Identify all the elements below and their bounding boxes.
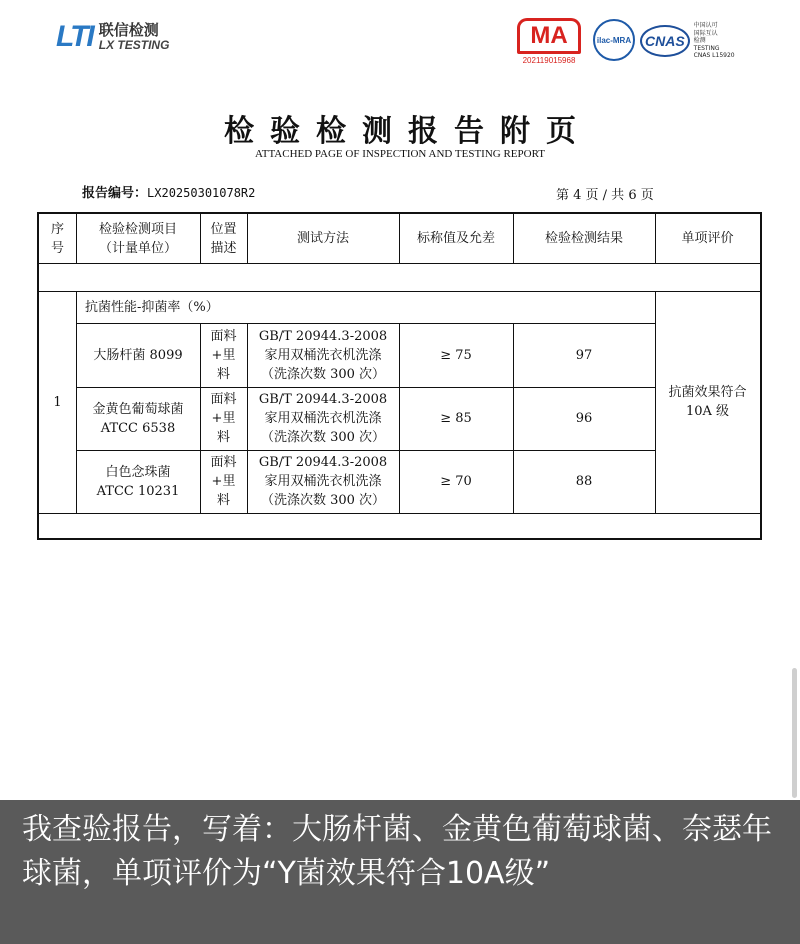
- page-info: 第 4 页 / 共 6 页: [556, 188, 654, 203]
- report-number: [82, 182, 255, 201]
- header-evaluation: 单项评价: [681, 231, 734, 246]
- row-position: 面料+里料: [210, 328, 237, 382]
- header-position: 位置描述: [210, 221, 237, 256]
- header-result: 检验检测结果: [544, 231, 623, 246]
- cnas-line: 中国认可: [693, 22, 718, 29]
- row-standard: ≥ 75: [440, 347, 472, 363]
- caption-text: 我查验报告，写着：大肠杆菌、金黄色葡萄球菌、奈瑟年球菌，单项评价为“Y菌效果符合10A级”: [22, 812, 772, 891]
- company-logo: [56, 20, 169, 54]
- results-table: [37, 212, 762, 540]
- row-method: GB/T 20944.3-2008 家用双桶洗衣机洗涤（洗涤次数 300 次）: [258, 455, 388, 508]
- report-number-label: 报告编号：: [82, 186, 148, 201]
- row-standard: ≥ 85: [440, 411, 472, 426]
- row-position: 面料+里料: [210, 392, 237, 445]
- company-logo-mark: LTI: [56, 20, 93, 53]
- row-result: 96: [575, 411, 593, 426]
- row-result: 88: [575, 474, 593, 489]
- group-title: 抗菌性能-抑菌率（%）: [85, 299, 219, 315]
- header-item: 检验检测项目（计量单位）: [98, 221, 177, 256]
- row-result: 97: [575, 347, 593, 363]
- report-number-value: LX20250301078R2: [147, 186, 256, 200]
- company-name-en: LX TESTING: [98, 37, 170, 52]
- page-title: 检验检测报告附页: [224, 114, 592, 149]
- header-seq: 序号: [50, 221, 64, 256]
- group-number: 1: [53, 394, 62, 410]
- page-subtitle: ATTACHED PAGE OF INSPECTION AND TESTING REPORT: [255, 148, 545, 160]
- group-evaluation: 抗菌效果符合 10A 级: [668, 385, 747, 419]
- cnas-line: TESTING: [693, 44, 720, 52]
- ilac-mra-logo: ilac-MRA: [593, 19, 635, 61]
- cnas-line: 检测: [693, 37, 706, 44]
- header-standard: 标称值及允差: [416, 231, 495, 246]
- row-method: GB/T 20944.3-2008 家用双桶洗衣机洗涤（洗涤次数 300 次）: [258, 328, 388, 382]
- scrollbar[interactable]: [792, 668, 797, 798]
- row-item: 白色念珠菌 ATCC 10231: [96, 464, 180, 499]
- cnas-mark: CNAS: [640, 25, 690, 57]
- row-item: 金黄色葡萄球菌 ATCC 6538: [92, 401, 184, 436]
- cnas-line: 国际互认: [693, 29, 718, 37]
- row-item: 大肠杆菌 8099: [93, 347, 183, 363]
- row-position: 面料+里料: [210, 455, 237, 508]
- row-method: GB/T 20944.3-2008 家用双桶洗衣机洗涤（洗涤次数 300 次）: [258, 392, 388, 445]
- company-name-cn: 联信检测: [98, 20, 159, 39]
- header-method: 测试方法: [296, 231, 349, 246]
- ma-number: 202119015968: [522, 56, 576, 65]
- ma-mark: MA: [517, 18, 581, 54]
- caption-overlay: [0, 800, 800, 944]
- row-standard: ≥ 70: [440, 474, 472, 489]
- ma-certification-logo: [517, 18, 581, 65]
- cnas-line: CNAS L15920: [693, 52, 735, 59]
- cnas-logo: [640, 22, 735, 60]
